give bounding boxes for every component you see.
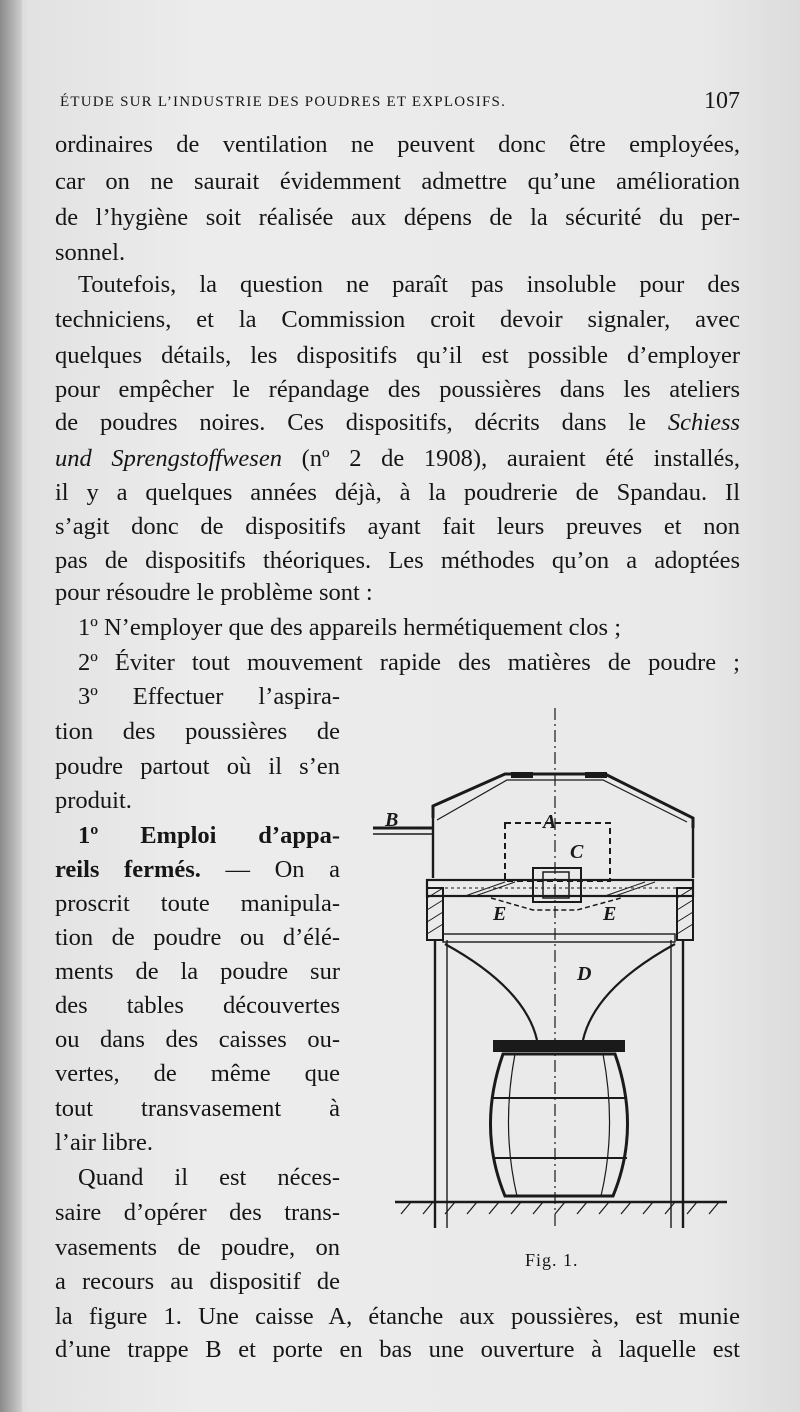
list-item: 2º Éviter tout mouvement rapide des matières de poudre ;	[78, 649, 740, 676]
text-line	[55, 853, 340, 887]
journal-title: Schiess	[667, 409, 741, 436]
label-e-left: E	[493, 903, 507, 925]
text-line: l’air libre.	[55, 1129, 153, 1156]
hood-roof	[433, 774, 693, 828]
text-line: ordinaires de ventilation ne peuvent donc être employées,	[55, 131, 740, 158]
text-line: tout transvasement à	[55, 1095, 340, 1122]
text-line: s’agit donc de dispositifs ayant fait leurs preuves et non	[55, 513, 740, 540]
text-line: tion de poudre ou d’élé-	[55, 924, 340, 951]
label-c: C	[570, 841, 584, 863]
chute-d	[445, 944, 537, 1040]
section-heading: 1º Emploi d’appa-	[78, 822, 340, 849]
text-fragment: (nº 2 de 1908), auraient été installés,	[301, 445, 740, 472]
text-line: Quand il est néces-	[78, 1164, 340, 1191]
barrel-lid	[493, 1040, 625, 1052]
figure-caption: Fig. 1.	[525, 1250, 579, 1270]
text-fragment: de poudres noires. Ces dispositifs, décrits dans le	[55, 409, 647, 436]
text-line: quelques détails, les dispositifs qu’il est possible d’employer	[55, 342, 740, 369]
text-line: techniciens, et la Commission croit devoir signaler, avec	[55, 306, 740, 333]
text-line: pour résoudre le problème sont :	[55, 579, 373, 606]
text-line	[55, 406, 740, 440]
text-line: il y a quelques années déjà, à la poudrerie de Spandau. Il	[55, 479, 740, 506]
running-title: ÉTUDE SUR L’INDUSTRIE DES POUDRES ET EXPLOSIFS.	[60, 94, 507, 110]
text-line: proscrit toute manipula-	[55, 890, 340, 917]
page-number: 107	[704, 88, 740, 114]
section-heading: reils fermés.	[55, 856, 201, 883]
text-line: pas de dispositifs théoriques. Les méthodes qu’on a adoptées	[55, 547, 740, 574]
text-line: des tables découvertes	[55, 992, 340, 1019]
label-a: A	[543, 811, 557, 833]
text-line: vertes, de même que	[55, 1060, 340, 1087]
page-binding-edge	[0, 0, 22, 1412]
journal-title: und Sprengstoffwesen	[55, 445, 282, 472]
text-line: d’une trappe B et porte en bas une ouverture à laquelle est	[55, 1336, 740, 1363]
text-line: ou dans des caisses ou-	[55, 1026, 340, 1053]
text-line: vasements de poudre, on	[55, 1234, 340, 1261]
text-line: Toutefois, la question ne paraît pas insoluble pour des	[78, 271, 740, 298]
text-line: pour empêcher le répandage des poussières dans les ateliers	[55, 376, 740, 403]
list-item: 3º Effectuer l’aspira-	[78, 683, 340, 710]
text-line: tion des poussières de	[55, 718, 340, 745]
text-line: saire d’opérer des trans-	[55, 1199, 340, 1226]
text-line: poudre partout où il s’en	[55, 753, 340, 780]
text-line: a recours au dispositif de	[55, 1268, 340, 1295]
text-line: ments de la poudre sur	[55, 958, 340, 985]
figure-1-dust-proof-apparatus	[365, 688, 740, 1288]
text-line: sonnel.	[55, 239, 126, 266]
text-line: la figure 1. Une caisse A, étanche aux poussières, est munie	[55, 1303, 740, 1330]
funnel-e	[491, 898, 621, 910]
text-line: car on ne saurait évidemment admettre qu’une amélioration	[55, 168, 740, 195]
running-header	[60, 88, 740, 122]
text-fragment: — On a	[225, 856, 340, 883]
label-b: B	[385, 809, 399, 831]
label-e-right: E	[603, 903, 617, 925]
text-line: de l’hygiène soit réalisée aux dépens de la sécurité du per-	[55, 204, 740, 231]
text-line	[55, 442, 740, 476]
list-item: 1º N’employer que des appareils hermétiquement clos ;	[78, 614, 622, 641]
label-d: D	[577, 963, 592, 985]
text-line: produit.	[55, 787, 132, 814]
